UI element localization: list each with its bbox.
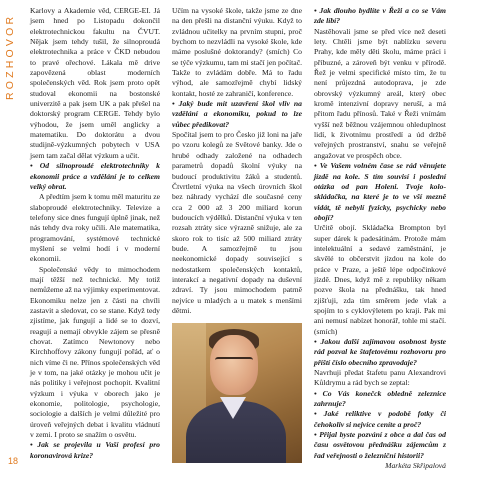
author-signature: Markéta Skřipalová <box>385 461 446 471</box>
interviewee-photo <box>172 323 302 463</box>
page-number: 18 <box>8 456 19 466</box>
article-paragraph: Spočítal jsem to pro Česko již loni na jaře po vzoru kolegů ze Světové banky. Jde o hrubé odhady založené na odhadech parametrů dopadů školní výuky na budoucí produktivitu žáků a studentů. Čtvrtletní výuka na všech úrovních škol bez náhrady vychází dle současné ceny cca 2 000 až 3 200 miliard korun budoucích výdělků. Distanční výuka v ten rozsah ztráty sice výrazně snižuje, ale za skoro rok to tisíc až 500 miliard ztráty bude. A samozřejmě tu jsou neekonomické dopady související s nedostatkem společenských kontaktů, interakcí a negativní dopady na duševní zdraví. Ty jsou mimochodem patrně nejvíce u mladých a u matek s menšími dětmi. <box>172 130 302 315</box>
article-paragraph: Karlovy a Akademie věd, CERGE-EI. Já jsem hned po Listopadu dokončil elektrotechnickou fakultu na ČVUT. Nějak jsem tehdy tušil, že silnoproudá elektrotechnika a práce v ČKD nebudou to pravé ořechové. Lákala mě drive zapovězená oblast moderních společenských věd. Rok jsem proto opět studoval ekonomii na bostonské univerzitě a pak jsem UK a pak přešel na doktorský program CERGE. Tehdy bylo výhodou, že jsem uměl anglicky a matematiku. Do doktorátu a dvou studijně-výzkumných pobytech v USA jsem tam začal dělat výzkum a učit. <box>30 6 160 160</box>
article-column-3 <box>314 6 446 471</box>
article-paragraph: Učím na vysoké škole, takže jsme ze dne na den přešli na distanční výuku. Když to zvládnou učitelky na prvním stupni, proč bychom to nezvládli na vysoké škole, kde máme poslušné doktorandy? (smích) Co se týče výzkumu, tam mi stačí jen počítač. Takže to zvládám dobře. Má to řadu výhod, ale samozřejmě chybí lidský kontakt, hosté ze zahraničí, konference. <box>172 6 302 98</box>
interview-question: • Přijal byste pozvání z obce a dal čas od času osvětovou přednášku zájemcům z řad veřejnosti o železniční historii? <box>314 430 446 460</box>
article-paragraph: A předtím jsem k tomu měl maturitu ze slaboproudé elektrotechniky. Televize a telefony sice dnes fungují úplně jinak, než nás tehdy dva roky učili. Ale matematika, programování, systémové technické myšlení se velmi hodí i v moderní ekonomii. <box>30 192 160 264</box>
interview-question: • Jaký bude mít uzavření škol vliv na vzdělání a ekonomiku, pokud to lze vůbec předikovat? <box>172 99 302 129</box>
interview-question: • Ve Vašem volném čase se rád věnujete jízdě na kole. S tím souvisí i poslední otázka od pan Holeni. Tvoje kolo-skládačka, na které je to ve vší mezně vidát, tě nebylí fyzicky, psychicky nebo obojí? <box>314 161 446 222</box>
article-paragraph: Společenské vědy to mimochodem mají těžší než technické. My totiž nemůžeme až na výjimky experimentovat. Ekonomiku nelze jen z části na chvíli zastavit a sledovat, co se stane. Když tedy zjistíme, jak fungují a lidé se to dozví, reagují a nemají obvykle zájem se přesně chovat. Zatímco Newtonovy nebo Kirchhoffovy zákony fungují pořád, ať o nich víme či ne. Přínos společenských věd je v tom, na jaké otázky je mohou učit je nás politiky i veřejnost pochopit. Kvalitní výzkum i výuka v oborech jako je ekonomie, politologie, psychologie, sociologie a dalších je velmi důležité pro úroveň veřejných debat i kvalitu vládnutí v zemi. I proto se snažím o osvětu. <box>30 264 160 440</box>
photo-glasses <box>215 357 253 368</box>
article-paragraph: Navrhuji předat štafetu panu Alexandrovi Kůldrymu a rád bych se zeptal: <box>314 368 446 388</box>
article-column-2 <box>172 6 302 316</box>
article-paragraph: Nastěhovali jsme se před více než deseti lety. Chtěli jsme být nablízku severu Prahy, kde měly děti školu, máme práci i příbuzné, a zároveň být venku v přírodě. Řež je velmi specifické místo tím, že tu není průjezdná autodoprava, je zde obrovský výzkumný areál, který obec kromě intenzivní dopravy neruší, a má přitom řadu přínosů. Také v Řeži vnímám vyšší než běžnou vzájemnou ohleduplnost lidí, k životnímu prostředí a úd držbě veřejných prostranství, snahu se veřejně angažovat ve prospěch obce. <box>314 26 446 160</box>
interview-question: • Od silnoproudé elektrotechniky k ekonomii práce a vzdělání je to celkem velký obrat. <box>30 161 160 191</box>
interview-question: • Jaké reliktive v podobě fotky či čehokoliv si nejvíce ceníte a proč? <box>314 409 446 429</box>
interview-question: • Co Vás konečck obledně zeleznice zahrnuje? <box>314 388 446 409</box>
interview-question: • Jakou další zajímavou osobnost byste rád pozval ke štafetovému rozhovoru pro příští číslo obecního zpravodaje? <box>314 337 446 367</box>
section-label: ROZHOVOR <box>4 14 16 101</box>
interview-question: • Jak se projevila u Vaší profesí pro koronavirová krize? <box>30 440 160 460</box>
interview-question: • Jak dlouho bydlíte v Řeži a co se Vám zde líbí? <box>314 6 446 26</box>
article-column-1 <box>30 6 160 461</box>
article-paragraph: Určitě obojí. Skládačka Brompton byl super dárek k padesátinám. Protože mám intelektuální a sedavé zaměstnání, je skvělé to občerstvit jízdou na kole do práce v Praze, a ještě lépe odpočinkové jízdě. Dnes, když mě z republiky někam pozve škola na přednášku, tak hned zjišťuji, zda tím směrem jede vlak a spojím to s cyklovýletem po kraji. Pak mi ani nemusí nabízet honorář, tohle mi stačí. (smích) <box>314 223 446 336</box>
